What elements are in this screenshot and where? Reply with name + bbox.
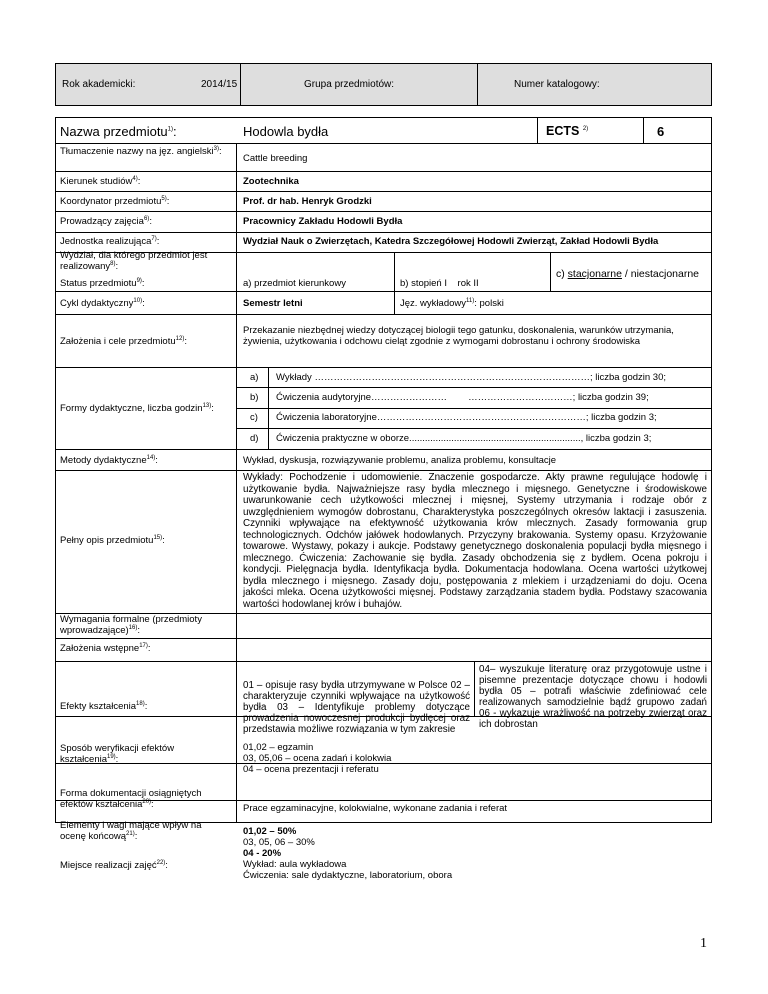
efekty-label: Efekty kształcenia$^{18)}$: [60,700,148,712]
wymagania-label: Wymagania formalne (przedmioty wprowadzające)$^{16)}$: [60,614,202,636]
forma-a-letter: a) [250,372,259,383]
header-row [55,63,712,106]
zalozenia-value: Przekazanie niezbędnej wiedzy dotyczącej biologii tego gatunku, doskonalenia, warunków utrzymania, żywienia, użytkowania i odchowu cieląt zgodnie z wymogami dobrostanu i ochrony środowiska [243,325,674,347]
grupa-label: Grupa przedmiotów: [304,79,395,90]
jezyk: Jęz. wykładowy$^{11)}$: polski [400,297,504,309]
tlumaczenie-value: Cattle breeding [243,153,308,164]
jednostka-label: Jednostka realizująca$^{7)}$: [60,235,160,247]
miejsce-line-1: Wykład: aula wykładowa [243,859,347,870]
elementy-line-2: 03, 05, 06 – 30% [243,837,315,848]
status-c: c) stacjonarne / niestacjonarne [556,268,700,280]
koordynator-label: Koordynator przedmiotu$^{5)}$: [60,195,170,207]
forma-b-text: Ćwiczenia audytoryjne…………………… ……………………………; liczba godzin 39; [276,392,649,403]
numer-label: Numer katalogowy: [514,79,600,90]
status-label: Status przedmiotu$^{9)}$: [60,277,145,289]
status-a: a) przedmiot kierunkowy [243,278,346,289]
sposob-line-1: 01,02 – egzamin [243,742,314,753]
subject-name-label: Nazwa przedmiotu$^{1)}$: [60,124,177,139]
rok-label: Rok akademicki: [62,79,136,90]
sposob-line-2: 03, 05,06 – ocena zadań i kolokwia [243,753,392,764]
ects-value: 6 [657,124,665,139]
subject-name-value: Hodowla bydła [243,124,329,139]
forma-value: Prace egzaminacyjne, kolokwialne, wykonane zadania i referat [243,803,508,814]
forma-d-text: Ćwiczenia praktyczne w oborze................................................................., liczba godzin 3; [276,433,652,444]
elementy-label: Elementy i wagi mające wpływ na ocenę końcową$^{21)}$: [60,820,202,842]
cykl-label: Cykl dydaktyczny$^{10)}$: [60,297,145,309]
elementy-line-3: 04 - 20% [243,848,282,859]
prowadzacy-label: Prowadzący zajęcia$^{6)}$: [60,215,152,227]
sposob-label: Sposób weryfikacji efektów kształcenia$^{19)}$: [60,743,175,765]
formy-label: Formy dydaktyczne, liczba godzin$^{13)}$: [60,402,214,414]
efekty-right: 04– wyszukuje literaturę oraz przygotowuje ustne i pisemne prezentacje dotyczące chowu i hodowli bydła 05 – potrafi właściwie zdefiniować cele realizowanych samodzielnie bądź grupowo zadań 06 - wykazuje wrażliwość na potrzeby zwierząt oraz ich dobrostan [479,664,707,730]
page-number: 1 [700,936,707,951]
forma-a-text: Wykłady ……………………………………………………………………………; liczba godzin 30; [276,372,666,383]
miejsce-line-2: Ćwiczenia: sale dydaktyczne, laboratorium, obora [243,870,453,881]
zalozenia-label: Założenia i cele przedmiotu$^{12)}$: [60,335,187,347]
rok-value: 2014/15 [201,79,238,90]
elementy-line-1: 01,02 – 50% [243,826,297,837]
forma-c-text: Ćwiczenia laboratoryjne…………………………………………………………; liczba godzin 3; [276,412,657,423]
metody-label: Metody dydaktyczne$^{14)}$: [60,454,158,466]
sposob-line-3: 04 – ocena prezentacji i referatu [243,764,379,775]
jednostka-value: Wydział Nauk o Zwierzętach, Katedra Szczegółowej Hodowli Zwierząt, Zakład Hodowli Bydła [243,236,659,247]
subject-row [55,117,712,144]
efekty-left: 01 – opisuje rasy bydła utrzymywane w Polsce 02 – charakteryzuje czynniki wpływające na użytkowość bydła 03 – Identyfikuje problemy dotyczące prowadzenia nowoczesnej produkcji bydlęcej oraz przedstawia możliwe rozwiązania w tym zakresie [243,680,470,735]
cykl-value: Semestr letni [243,298,303,309]
koordynator-value: Prof. dr hab. Henryk Grodzki [243,196,372,207]
wydzial-label: Wydział, dla którego przedmiot jest realizowany$^{8)}$: [60,250,208,272]
forma-c-letter: c) [250,412,258,423]
kierunek-label: Kierunek studiów$^{4)}$: [60,175,141,187]
prowadzacy-value: Pracownicy Zakładu Hodowli Bydła [243,216,403,227]
kierunek-value: Zootechnika [243,176,299,187]
zal-wstepne-label: Założenia wstępne$^{17)}$: [60,642,151,654]
opis-value: Wykłady: Pochodzenie i udomowienie. Znaczenie gospodarcze. Akty prawne regulujące hodowlę i użytkowanie bydła. Najważniejsze rasy bydła mlecznego i mięsnego. Genetyczne i środowiskowe uwarunkowanie cech użytkowości mlecznej i mięsnej, Systemy utrzymania i rodzaje obór z uwzględnieniem wymogów dobrostanu, Charakterystyka poszczególnych okresów laktacji i zasuszenia. Czynniki wpływające na efektywność użytkowania krów mlecznych. Zasady formowania grup technologicznych. Odchów jałówek hodowlanych. Przyczyny brakowania. Systemy opasu. Krzyżowanie towarowe. Wystawy, pokazy i aukcje. Podstawy genetycznego doskonalenia populacji bydła mięsnego i mlecznego. Ćwiczenia: Zachowanie się bydła. Zasady obchodzenia się z bydłem. Ocena pokroju i kondycji. Pielęgnacja bydła. Identyfikacja bydła. Dokumentacja hodowlana. Ocena wartości użytkowej bydła mlecznego i mięsnego. Zasady doju, postępowania z mlekiem i urządzeniami do doju. Ocena jakości mleka. Ocena użytkowości mięsnej. Podstawy zarządzania stadem bydła. Podstawy szacowania wartości hodowlanej krów i buhajów. [243,472,707,610]
forma-label: Forma dokumentacji osiągniętych efektów kształcenia$^{20)}$: [60,788,202,810]
status-b: b) stopień I rok II [400,278,479,289]
forma-d-letter: d) [250,433,259,444]
ects-label: ECTS $^{2)}$ [546,124,589,138]
tlumaczenie-label: Tłumaczenie nazwy na jęz. angielski$^{3)}$: [60,145,222,157]
metody-value: Wykład, dyskusja, rozwiązywanie problemu, analiza problemu, konsultacje [243,455,557,466]
miejsce-label: Miejsce realizacji zajęć$^{22)}$: [60,859,168,871]
opis-label: Pełny opis przedmiotu$^{15)}$: [60,534,165,546]
forma-b-letter: b) [250,392,259,403]
